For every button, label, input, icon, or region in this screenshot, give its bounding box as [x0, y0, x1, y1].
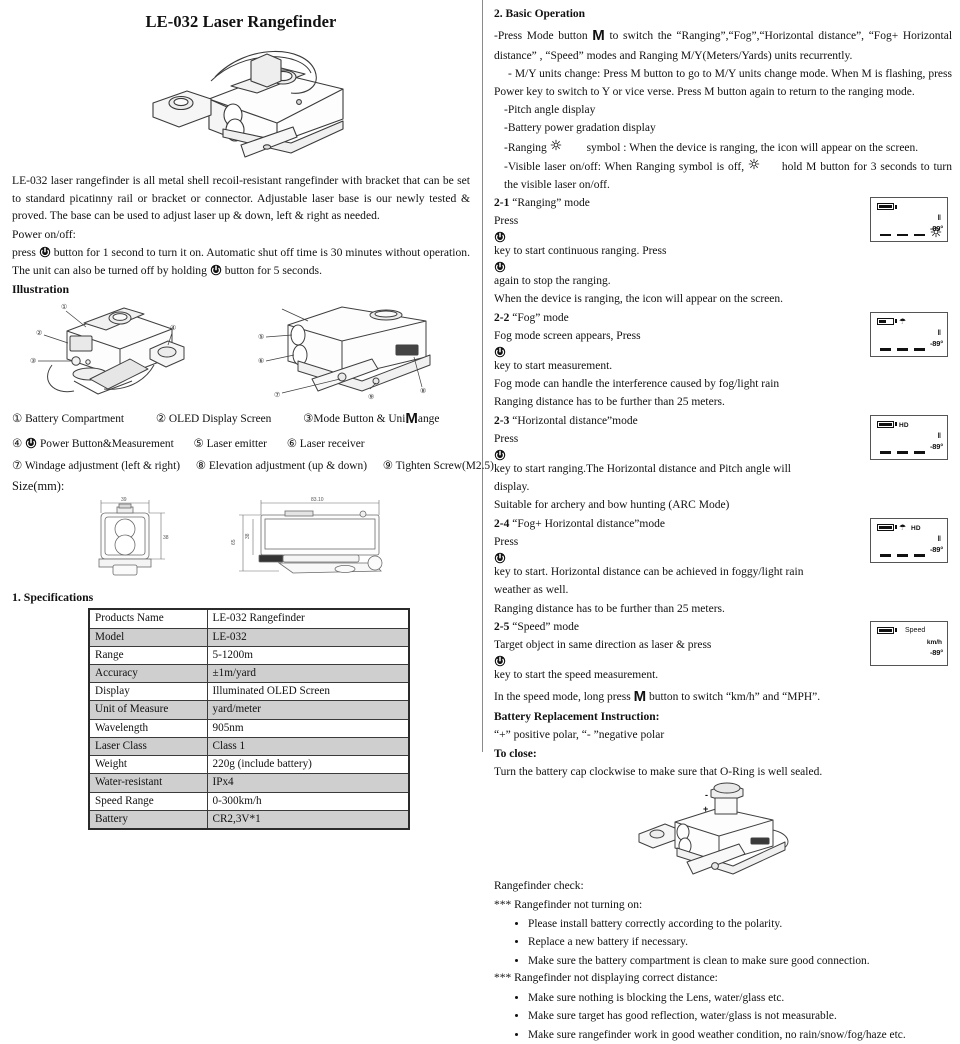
spec-value: Class 1: [207, 737, 409, 755]
spec-value: 0-300km/h: [207, 792, 409, 810]
legend-label-3-pre: Mode Button & Uni: [313, 412, 406, 425]
callout-6: ⑥: [257, 356, 264, 365]
mode-name: “Fog” mode: [512, 311, 569, 324]
rangefinder-hero-illustration: [12, 36, 470, 166]
mode-line: Press key to start ranging.The Horizontal distance and Pitch angle will: [494, 433, 792, 475]
legend-num-3: ③: [303, 412, 314, 425]
illustration-heading: Illustration: [12, 281, 70, 296]
battery-indicator-icon: [877, 524, 897, 531]
battery-polarity-text: “+” positive polar, “- ”negative polar: [494, 729, 665, 742]
spec-value: yard/meter: [207, 701, 409, 719]
mode-line: weather as well.: [494, 584, 569, 597]
unit-indicator: ‖: [937, 432, 941, 440]
legend-item-4: [12, 433, 174, 455]
mode-line: Ranging distance has to be further than 25 meters.: [494, 602, 725, 615]
mode-number: 2-4: [494, 517, 510, 530]
mode-line: Press key to start. Horizontal distance can be achieved in foggy/light rain: [494, 536, 804, 578]
basic-operation-heading: 2. Basic Operation: [494, 8, 586, 20]
table-row: [89, 665, 409, 683]
unit-indicator: ‖: [937, 329, 941, 337]
legend-num-1: ①: [12, 412, 23, 425]
illustration-row: [12, 299, 470, 404]
ranging-symbol-line: [494, 139, 952, 158]
list-item: • Make sure nothing is blocking the Lens, water/glass etc.: [528, 989, 952, 1007]
size-diagram-row: [12, 492, 470, 584]
my-units-paragraph: - M/Y units change: Press M button to go to M/Y units change mode. When M is flashing, press Power key to switch to Y or vice verse. Press M button again to return to the ranging mode.: [494, 67, 952, 98]
callout-4: ④: [170, 323, 177, 332]
visible-laser-line: [494, 158, 952, 195]
list-item: • Make sure rangefinder work in good weather condition, no rain/snow/fog/haze etc.: [528, 1026, 952, 1044]
mode-line: When the device is ranging, the icon will appear on the screen.: [494, 293, 783, 306]
callout-8: ⑧: [419, 386, 426, 395]
legend-item-5: [193, 433, 266, 455]
spec-value: LE-032 Rangefinder: [207, 609, 409, 628]
table-row: [89, 701, 409, 719]
specifications-table-body: [89, 609, 409, 829]
power-text-3: button for 5 seconds.: [224, 264, 322, 278]
ranging-sun-icon: [930, 226, 942, 238]
power-text-2: button for 1 second to turn it on. Automatic shut off time is 30 minutes without operation. The unit can also be turned off by holding: [12, 246, 470, 278]
to-close-text: Turn the battery cap clockwise to make sure that O-Ring is well sealed.: [494, 765, 823, 778]
power-instructions: [12, 244, 470, 279]
spec-key: Range: [89, 646, 207, 664]
list-item: • Replace a new battery if necessary.: [528, 933, 952, 951]
table-row: [89, 737, 409, 755]
legend-item-1: [12, 408, 124, 430]
spec-value: CR2,3V*1: [207, 810, 409, 829]
unit-indicator: ‖: [937, 215, 941, 223]
power-heading: Power on/off:: [12, 227, 76, 241]
spec-key: Display: [89, 683, 207, 701]
legend-num-5: ⑤: [193, 437, 204, 450]
legend-line-3: [12, 455, 494, 477]
distance-dashes: [880, 451, 925, 453]
power-icon-legend: [25, 437, 37, 449]
rangefinder-check-heading: Rangefinder check:: [494, 880, 584, 893]
pitch-angle-value: -89°: [929, 544, 943, 554]
mode-section-2-5: [494, 619, 952, 709]
power-icon-2: [210, 264, 222, 276]
lcd-display: [870, 518, 948, 563]
ranging-post: symbol : When the device is ranging, the icon will appear on the screen.: [586, 141, 919, 154]
mode-line: Target object in same direction as laser & press key to start the speed measurement.: [494, 639, 712, 681]
spec-value: ±1m/yard: [207, 665, 409, 683]
table-row: [89, 810, 409, 829]
pitch-angle-value: -89°: [929, 647, 943, 657]
list-item: • Make sure target has good reflection, water/glass is not measurable.: [528, 1007, 952, 1025]
table-row: [89, 683, 409, 701]
mode-button-glyph: M: [405, 409, 418, 427]
dim-side-height-inner: 38: [244, 533, 251, 540]
spec-value: 5-1200m: [207, 646, 409, 664]
spec-value: LE-032: [207, 628, 409, 646]
mode-button-glyph-right: M: [592, 27, 605, 45]
spec-value: Illuminated OLED Screen: [207, 683, 409, 701]
table-row: [89, 719, 409, 737]
spec-value: 905nm: [207, 719, 409, 737]
legend-label-1: Battery Compartment: [25, 412, 125, 425]
legend-label-3-post: ange: [417, 412, 440, 425]
callout-3: ③: [30, 356, 37, 365]
legend-item-3: [303, 404, 439, 433]
speed-label: Speed: [905, 626, 926, 634]
table-row: [89, 792, 409, 810]
battery-gradation-line: -Battery power gradation display: [504, 122, 656, 135]
spec-key: Accuracy: [89, 665, 207, 683]
distance-dashes: [880, 348, 925, 350]
basic-op-pre: -Press Mode button: [494, 30, 588, 43]
power-icon: [39, 246, 51, 258]
legend-label-8: Elevation adjustment (up & down): [208, 460, 368, 473]
callout-2: ②: [36, 328, 43, 337]
table-row: [89, 646, 409, 664]
callout-7: ⑦: [273, 390, 280, 399]
legend-item-8: [196, 455, 367, 477]
visible-post: hold M button for 3 seconds to turn the visible laser on/off.: [504, 160, 953, 191]
size-diagram-front: [75, 493, 185, 583]
list-item: • Make sure the battery compartment is clean to make sure good connection.: [528, 952, 952, 970]
fog-icon: ☂: [899, 522, 907, 532]
legend-label-4: Power Button&Measurement: [39, 437, 174, 450]
mode-name: “Fog+ Horizontal distance”mode: [512, 517, 665, 530]
hd-label: HD: [911, 524, 921, 532]
legend-num-4: ④: [12, 437, 23, 450]
mode-number: 2-3: [494, 414, 510, 427]
basic-operation-line1: [494, 24, 952, 65]
pitch-angle-line: -Pitch angle display: [504, 104, 596, 116]
issue2-bullet-list: [494, 989, 952, 1044]
column-divider: [482, 0, 483, 752]
mode-section-2-3: [494, 413, 952, 516]
table-row: [89, 609, 409, 628]
fog-icon: ☂: [899, 316, 907, 326]
mode-line: Fog mode can handle the interference caused by fog/light rain: [494, 378, 780, 391]
illustration-right-view: [246, 299, 470, 404]
issue2-heading: *** Rangefinder not displaying correct distance:: [494, 972, 718, 985]
distance-dashes: [880, 554, 925, 556]
pitch-angle-value: -89°: [929, 224, 943, 234]
spec-key: Unit of Measure: [89, 701, 207, 719]
mode-line: Ranging distance has to be further than 25 meters.: [494, 396, 725, 409]
battery-replacement-heading: Battery Replacement Instruction:: [494, 711, 660, 723]
speed-unit-label: km/h: [926, 638, 942, 646]
callout-9: ⑨: [367, 392, 374, 401]
spec-value: 220g (include battery): [207, 756, 409, 774]
specifications-heading: 1. Specifications: [12, 590, 94, 605]
lcd-display: [870, 621, 948, 666]
polarity-minus-label: -: [705, 790, 708, 801]
size-diagram-side: [223, 493, 408, 583]
to-close-heading: To close:: [494, 747, 537, 760]
legend-item-6: [287, 433, 365, 455]
dim-front-width: 39: [120, 497, 127, 504]
dim-front-height: 38: [162, 535, 169, 542]
legend-list: [12, 404, 494, 478]
hd-label: HD: [899, 421, 909, 429]
ranging-sun-icon: [550, 139, 584, 151]
polarity-plus-label: +: [703, 804, 709, 815]
issue1-heading: *** Rangefinder not turning on:: [494, 898, 643, 911]
visible-laser-sun-icon: [748, 158, 778, 170]
mode-line: Press key to start continuous ranging. Press again to stop the ranging.: [494, 215, 667, 287]
legend-line-1: [12, 404, 470, 433]
lcd-display: [870, 197, 948, 242]
size-heading: Size(mm):: [12, 479, 65, 494]
lcd-display: [870, 415, 948, 460]
lcd-display: [870, 312, 948, 357]
dim-side-height-outer: 65: [230, 539, 237, 546]
unit-indicator: ‖: [937, 535, 941, 543]
mode-name: “Horizontal distance”mode: [512, 414, 638, 427]
left-column: [0, 0, 494, 825]
dim-side-length: 83.10: [310, 497, 324, 504]
spec-key: Laser Class: [89, 737, 207, 755]
legend-item-7: [12, 455, 180, 477]
battery-indicator-icon: [877, 203, 897, 210]
legend-num-7: ⑦: [12, 460, 23, 473]
mode-line: In the speed mode, long press M button to switch “km/h” and “MPH”.: [494, 688, 821, 706]
distance-dashes: [880, 234, 925, 236]
intro-paragraph: LE-032 laser rangefinder is all metal shell recoil-resistant rangefinder with bracket that can be set to standard picatinny rail or bracket or connector. Adjustable laser base is our newly tested & proved. The base can be used to adjust laser up & down, left & right as needed.: [12, 174, 470, 223]
legend-label-7: Windage adjustment (left & right): [24, 460, 181, 473]
legend-item-9: [383, 455, 494, 477]
pitch-angle-value: -89°: [929, 441, 943, 451]
mode-line: Fog mode screen appears, Press key to start measurement.: [494, 329, 641, 372]
callout-5: ⑤: [257, 332, 264, 341]
legend-line-2: [12, 433, 470, 455]
spec-key: Water-resistant: [89, 774, 207, 792]
spec-key: Model: [89, 628, 207, 646]
page-title: LE-032 Laser Rangefinder: [145, 12, 337, 31]
battery-indicator-icon: [877, 627, 897, 634]
ranging-pre: -Ranging: [504, 141, 547, 154]
legend-label-6: Laser receiver: [299, 437, 365, 450]
mode-number: 2-1: [494, 197, 510, 210]
callout-1: ①: [61, 302, 68, 311]
mode-line: display.: [494, 481, 530, 494]
specifications-table: [88, 608, 410, 830]
list-item: • Please install battery correctly according to the polarity.: [528, 915, 952, 933]
spec-key: Battery: [89, 810, 207, 829]
mode-section-2-4: [494, 516, 952, 619]
illustration-left-view: [12, 299, 236, 404]
issue1-bullet-list: [494, 915, 952, 970]
right-column: [488, 0, 960, 1041]
mode-line: Suitable for archery and bow hunting (ARC Mode): [494, 499, 730, 512]
battery-replacement-diagram: [494, 782, 952, 878]
spec-key: Wavelength: [89, 719, 207, 737]
spec-key: Products Name: [89, 609, 207, 628]
mode-sections: [494, 195, 952, 708]
legend-num-9: ⑨: [382, 460, 393, 473]
battery-indicator-icon: [877, 421, 897, 428]
basic-op-post: to switch the “Ranging”,“Fog”,“Horizontal distance”, “Fog+ Horizontal distance” , “Speed” modes and Ranging M/Y(Meters/Yards) units recurrently.: [494, 30, 953, 62]
legend-num-2: ②: [155, 412, 167, 425]
mode-number: 2-2: [494, 311, 510, 324]
table-row: [89, 774, 409, 792]
legend-label-2: OLED Display Screen: [168, 412, 272, 425]
mode-name: “Ranging” mode: [512, 197, 590, 210]
legend-label-5: Laser emitter: [206, 437, 267, 450]
pitch-angle-value: -89°: [929, 338, 943, 348]
legend-item-2: [156, 408, 272, 430]
mode-section-2-2: [494, 310, 952, 413]
legend-num-6: ⑥: [286, 437, 297, 450]
spec-key: Weight: [89, 756, 207, 774]
mode-section-2-1: [494, 195, 952, 309]
spec-value: IPx4: [207, 774, 409, 792]
mode-name: “Speed” mode: [512, 620, 579, 633]
power-text-1: press: [12, 246, 36, 260]
table-row: [89, 756, 409, 774]
table-row: [89, 628, 409, 646]
battery-indicator-icon: [877, 318, 897, 325]
mode-number: 2-5: [494, 620, 510, 633]
spec-key: Speed Range: [89, 792, 207, 810]
legend-num-8: ⑧: [195, 460, 206, 473]
visible-pre: -Visible laser on/off: When Ranging symbol is off,: [504, 160, 745, 173]
legend-label-9: Tighten Screw(M2.5): [395, 460, 494, 473]
